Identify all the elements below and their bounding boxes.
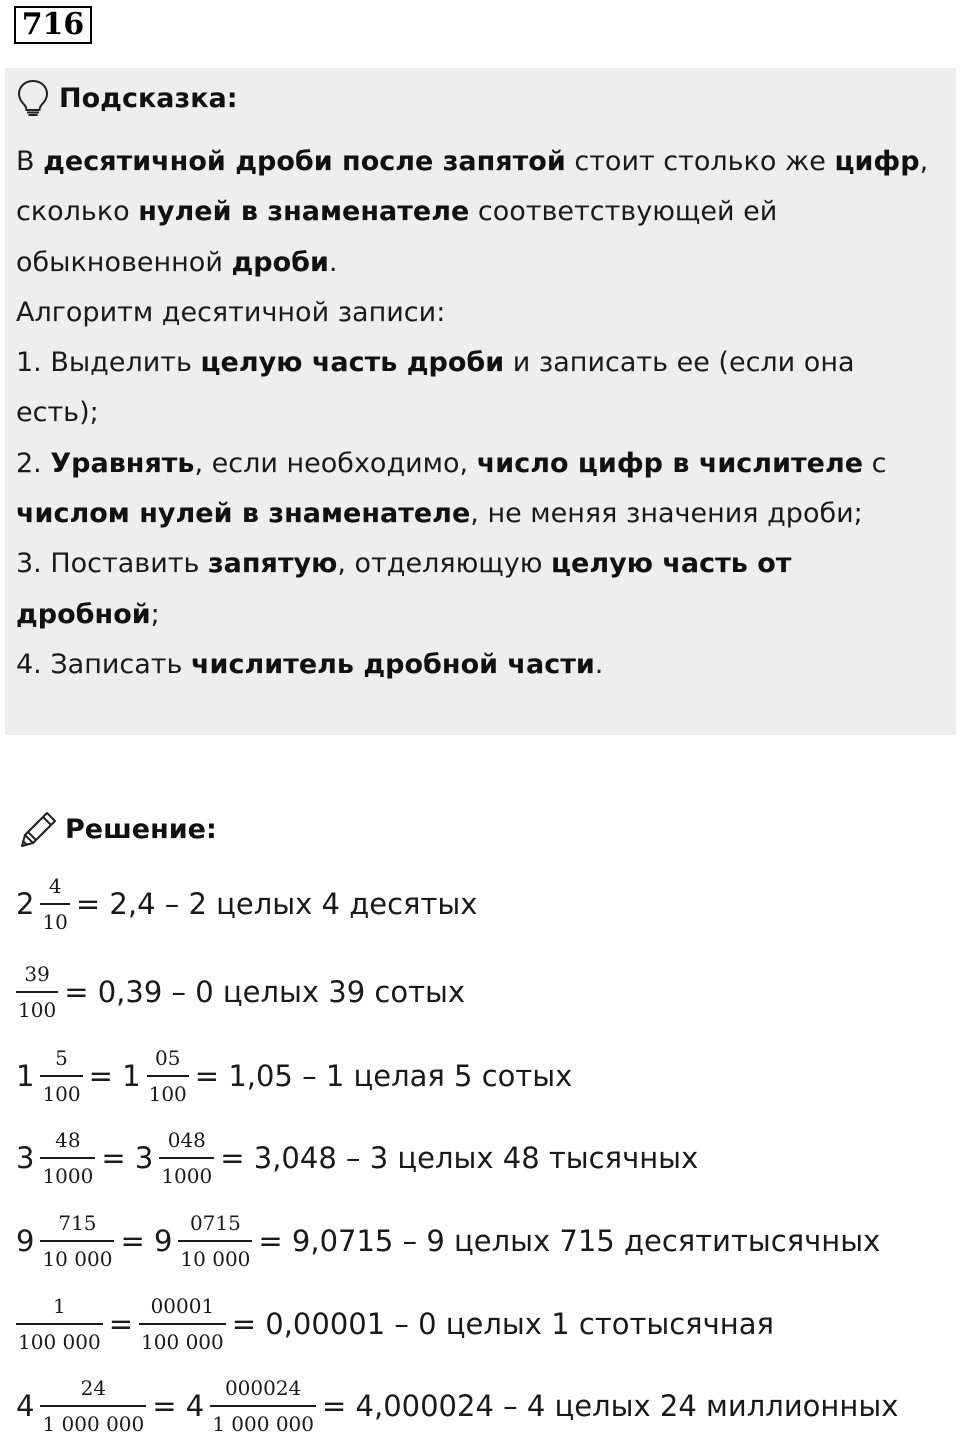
fraction	[16, 1294, 103, 1355]
whole-part: 3	[16, 1141, 35, 1175]
denominator: 100 000	[18, 1329, 101, 1354]
numerator: 000024	[224, 1375, 302, 1400]
task-number: 716	[14, 6, 92, 44]
fraction-bar	[147, 1075, 189, 1077]
whole-part: = 4	[152, 1389, 205, 1423]
solution-header	[18, 806, 217, 852]
text: В	[16, 146, 44, 177]
numerator: 715	[58, 1210, 97, 1235]
whole-part: 9	[16, 1224, 35, 1258]
bold-text: целую часть от дробной	[16, 548, 792, 630]
denominator: 10 000	[42, 1246, 113, 1271]
denominator: 100	[42, 1081, 81, 1106]
numerator: 00001	[150, 1293, 215, 1318]
fraction-bar	[210, 1405, 316, 1407]
text: .	[594, 648, 604, 680]
equals-sign: =	[108, 1307, 134, 1341]
denominator: 1 000 000	[42, 1411, 145, 1436]
bold-text: числитель дробной части	[191, 648, 595, 680]
fraction	[40, 1128, 95, 1189]
fraction	[178, 1211, 252, 1272]
bold-text: дроби	[231, 246, 329, 278]
fraction-bar	[139, 1323, 226, 1325]
text: с	[863, 447, 887, 479]
algorithm-step-2	[16, 439, 941, 540]
text: 3. Поставить	[16, 548, 208, 580]
text: 1. Выделить	[16, 347, 201, 379]
hint-paragraph-1	[16, 137, 941, 288]
result-text: = 4,000024 – 4 целых 24 миллионных	[322, 1389, 899, 1423]
fraction	[40, 1046, 82, 1107]
denominator: 100	[148, 1081, 187, 1106]
equation-2	[16, 960, 465, 1024]
hint-title: Подсказка:	[59, 82, 238, 114]
lightbulb-icon	[16, 79, 50, 117]
text: .	[328, 246, 338, 278]
fraction	[159, 1128, 214, 1189]
whole-part: = 3	[101, 1141, 154, 1175]
text: , не меняя значения дроби;	[470, 498, 863, 530]
whole-part: = 1	[88, 1059, 141, 1093]
numerator: 0715	[189, 1210, 241, 1235]
fraction-bar	[16, 991, 58, 993]
numerator: 24	[80, 1375, 107, 1400]
text: , отделяющую	[337, 548, 552, 580]
bold-text: целую часть дроби	[200, 347, 505, 379]
fraction-bar	[40, 1075, 82, 1077]
numerator: 1	[52, 1293, 66, 1318]
fraction-bar	[40, 903, 69, 905]
fraction	[40, 874, 69, 935]
whole-part: = 9	[120, 1224, 173, 1258]
fraction-bar	[40, 1157, 95, 1159]
bold-text: числом нулей в знаменателе	[16, 498, 471, 530]
fraction-bar	[40, 1405, 146, 1407]
fraction-bar	[40, 1240, 114, 1242]
bold-text: цифр	[834, 146, 920, 177]
result-text: = 0,00001 – 0 целых 1 стотысячная	[231, 1307, 774, 1341]
pencil-icon	[18, 808, 60, 850]
fraction	[147, 1046, 189, 1107]
algorithm-step-4	[16, 640, 941, 690]
fraction	[40, 1211, 114, 1272]
denominator: 100	[18, 997, 57, 1022]
text: 2.	[16, 447, 51, 479]
fraction	[210, 1376, 316, 1437]
numerator: 5	[55, 1045, 68, 1070]
denominator: 1000	[42, 1163, 94, 1188]
equation-4	[16, 1126, 698, 1190]
hint-header	[16, 78, 238, 118]
fraction	[16, 962, 58, 1023]
result-text: = 3,048 – 3 целых 48 тысячных	[220, 1141, 699, 1175]
result-text: = 9,0715 – 9 целых 715 десятитысячных	[258, 1224, 881, 1258]
text: соответствующей ей обыкновенной	[16, 196, 778, 278]
fraction-bar	[159, 1157, 214, 1159]
hint-text	[16, 137, 941, 690]
text: ;	[150, 598, 160, 630]
whole-part: 2	[16, 887, 35, 921]
bold-text: число цифр в числителе	[476, 447, 864, 479]
fraction-bar	[178, 1240, 252, 1242]
numerator: 4	[48, 873, 62, 898]
whole-part: 4	[16, 1389, 35, 1423]
bold-text: нулей в знаменателе	[138, 196, 470, 228]
text: 4. Записать	[16, 648, 192, 680]
whole-part: 1	[16, 1059, 35, 1093]
equation-1	[16, 872, 477, 936]
numerator: 39	[24, 961, 50, 986]
bold-text: Уравнять	[50, 447, 195, 479]
denominator: 1 000 000	[212, 1411, 315, 1436]
numerator: 048	[167, 1127, 206, 1152]
denominator: 10	[42, 909, 68, 934]
fraction	[139, 1294, 226, 1355]
text: стоит столько же	[565, 146, 835, 177]
solution-title: Решение:	[65, 813, 217, 845]
result-text: = 0,39 – 0 целых 39 сотых	[64, 975, 466, 1009]
hint-paragraph-2: Алгоритм десятичной записи:	[16, 296, 446, 328]
result-text: = 2,4 – 2 целых 4 десятых	[75, 887, 478, 921]
algorithm-step-1	[16, 338, 941, 439]
equation-7	[16, 1374, 898, 1438]
text: , сколько	[16, 146, 929, 228]
denominator: 1000	[161, 1163, 213, 1188]
fraction	[40, 1376, 146, 1437]
result-text: = 1,05 – 1 целая 5 сотых	[194, 1059, 573, 1093]
fraction-bar	[16, 1323, 103, 1325]
denominator: 10 000	[180, 1246, 251, 1271]
bold-text: запятую	[207, 548, 338, 580]
equation-5	[16, 1209, 880, 1273]
equation-3	[16, 1044, 572, 1108]
algorithm-step-3	[16, 539, 941, 640]
text: и записать ее (если она есть);	[16, 347, 855, 429]
denominator: 100 000	[141, 1329, 224, 1354]
bold-text: десятичной дроби после запятой	[43, 146, 566, 177]
numerator: 05	[154, 1045, 181, 1070]
numerator: 48	[55, 1127, 81, 1152]
text: , если необходимо,	[194, 447, 477, 479]
equation-6	[16, 1292, 774, 1356]
